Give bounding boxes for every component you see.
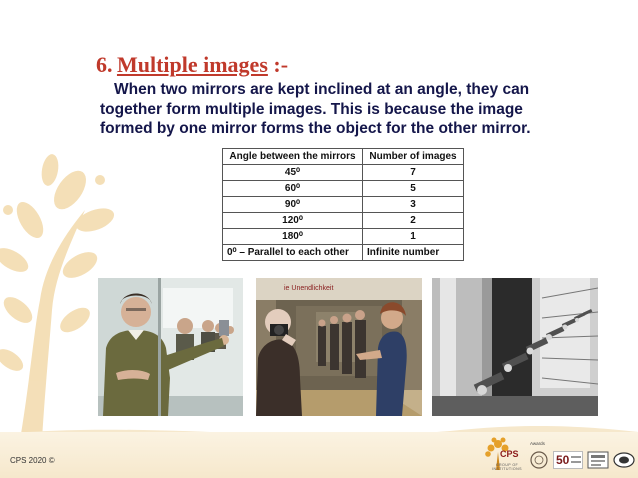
award-badge-icon xyxy=(587,451,609,469)
heading-text: Multiple images xyxy=(116,52,268,77)
heading-suffix: :- xyxy=(267,52,289,77)
table-header: Number of images xyxy=(363,149,464,165)
table-row xyxy=(223,181,464,197)
table-header: Angle between the mirrors xyxy=(223,149,363,165)
table-cell-angle: 45⁰ xyxy=(223,165,363,181)
table-cell-angle: 0⁰ – Parallel to each other xyxy=(223,245,363,261)
table-cell-count: 1 xyxy=(363,229,464,245)
logo-name: CPS xyxy=(500,449,519,459)
explanation-paragraph xyxy=(100,80,600,139)
awards-label: Awards xyxy=(530,441,545,446)
mirror-angle-table xyxy=(222,148,464,261)
award-50-number: 50 xyxy=(556,453,570,467)
table-cell-count: 2 xyxy=(363,213,464,229)
paragraph-line: formed by one mirror forms the object for the other mirror. xyxy=(100,120,531,137)
award-50-badge xyxy=(553,451,583,469)
table-row xyxy=(223,213,464,229)
award-emblem-icon xyxy=(613,451,635,469)
table-row xyxy=(223,245,464,261)
table-cell-angle: 60⁰ xyxy=(223,181,363,197)
table-cell-count: Infinite number xyxy=(363,245,464,261)
table-row xyxy=(223,197,464,213)
mirror-photo-man-with-phone xyxy=(98,278,243,416)
table-cell-count: 3 xyxy=(363,197,464,213)
table-row xyxy=(223,165,464,181)
table-cell-count: 5 xyxy=(363,181,464,197)
exhibit-sign-text: ie Unendlichkeit xyxy=(284,285,334,292)
heading-number: 6. xyxy=(96,52,113,77)
table-header-row xyxy=(223,149,464,165)
mirror-photo-infinite-faucets xyxy=(432,278,598,416)
logo-subtitle: GROUP OF INSTITUTIONS xyxy=(492,463,522,471)
table-row xyxy=(223,229,464,245)
copyright-text: CPS 2020 © xyxy=(10,456,55,465)
table-cell-angle: 120⁰ xyxy=(223,213,363,229)
table-cell-angle: 180⁰ xyxy=(223,229,363,245)
paragraph-line: When two mirrors are kept inclined at an angle, they can xyxy=(114,81,530,98)
table-cell-count: 7 xyxy=(363,165,464,181)
paragraph-line: together form multiple images. This is because the image xyxy=(100,100,523,118)
mirror-photo-infinity-tunnel xyxy=(256,278,422,416)
slide-heading xyxy=(96,52,288,78)
award-seal-icon xyxy=(529,451,549,469)
table-cell-angle: 90⁰ xyxy=(223,197,363,213)
